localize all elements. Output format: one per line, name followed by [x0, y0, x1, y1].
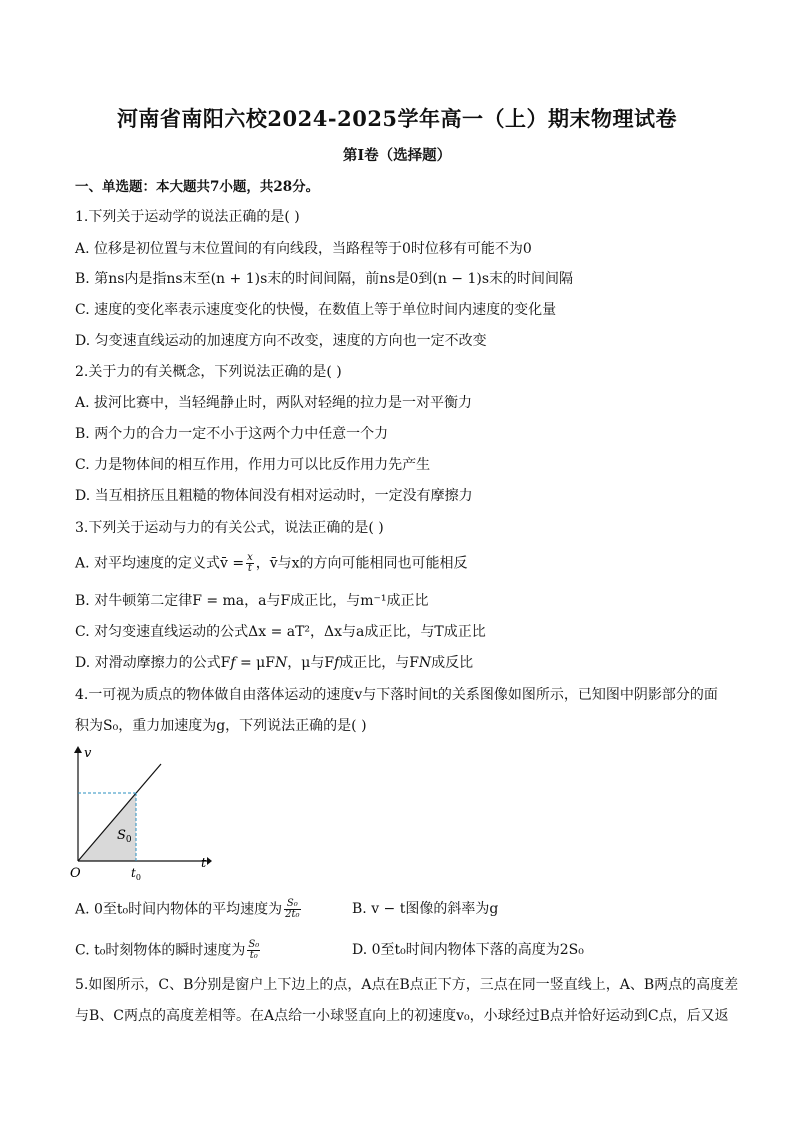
fraction-numerator: x — [247, 552, 253, 563]
question-5-stem-line-1: 5.如图所示，C、B分别是窗户上下边上的点，A点在B点正下方，三点在同一竖直线上，A、B两点的高度差 — [75, 977, 739, 993]
question-4-option-d: D. 0至t₀时间内物体下落的高度为2S₀ — [352, 942, 584, 958]
question-1-option-d: D. 匀变速直线运动的加速度方向不改变，速度的方向也一定不改变 — [75, 333, 487, 349]
question-4-option-c-text: C. t₀时刻物体的瞬时速度为 — [75, 942, 246, 959]
fraction-numerator: S₀ — [248, 939, 260, 950]
t-axis-label: t — [201, 856, 207, 871]
question-1-option-b: B. 第ns内是指ns末至(n + 1)s末的时间间隔，前ns是0到(n − 1)s末的时间间隔 — [75, 271, 574, 287]
question-3-option-a-prefix: A. 对平均速度的定义式v̄ = — [75, 555, 245, 572]
fraction-denominator: t — [247, 563, 252, 574]
s0-label: $S_0$ — [117, 828, 132, 845]
question-2-option-d: D. 当互相挤压且粗糙的物体间没有相对运动时，一定没有摩擦力 — [75, 488, 473, 504]
question-3-option-a — [75, 553, 468, 574]
fraction-numerator: S₀ — [284, 899, 300, 910]
question-4-option-c — [75, 940, 262, 961]
question-4-option-b: B. v − t图像的斜率为g — [352, 901, 499, 917]
question-3-stem: 3.下列关于运动与力的有关公式，说法正确的是( ) — [75, 520, 384, 536]
page-subtitle: 第I卷（选择题） — [342, 147, 452, 164]
question-4-option-a-text: A. 0至t₀时间内物体的平均速度为 — [75, 901, 283, 918]
average-velocity-fraction — [246, 553, 254, 574]
question-1-option-c: C. 速度的变化率表示速度变化的快慢，在数值上等于单位时间内速度的变化量 — [75, 302, 557, 318]
question-1-stem: 1.下列关于运动学的说法正确的是( ) — [75, 209, 300, 225]
question-1-option-a: A. 位移是初位置与末位置间的有向线段，当路程等于0时位移有可能不为0 — [75, 241, 532, 257]
v-axis-label: v — [84, 746, 92, 761]
question-5-stem-line-2: 与B、C两点的高度差相等。在A点给一小球竖直向上的初速度v₀，小球经过B点并恰好运动到C点，后又返 — [75, 1008, 729, 1024]
question-3-option-b: B. 对牛顿第二定律F = ma，a与F成正比，与m⁻¹成正比 — [75, 593, 429, 609]
velocity-time-graph — [67, 745, 212, 880]
v-axis-arrow — [74, 746, 82, 753]
question-3-option-c: C. 对匀变速直线运动的公式Δx = aT²，Δx与a成正比，与T成正比 — [75, 624, 486, 640]
question-3-option-d: D. 对滑动摩擦力的公式F𝑓 = μF𝑁，μ与F𝑓成正比，与F𝑁成反比 — [75, 655, 474, 671]
average-velocity-fraction — [284, 899, 300, 920]
instant-velocity-fraction — [247, 940, 260, 961]
page-title: 河南省南阳六校2024-2025学年高一（上）期末物理试卷 — [116, 106, 678, 131]
question-2-option-a: A. 拔河比赛中，当轻绳静止时，两队对轻绳的拉力是一对平衡力 — [75, 395, 473, 411]
fraction-denominator: 2t₀ — [285, 909, 300, 920]
t0-label: $t_0$ — [131, 866, 141, 880]
question-2-stem: 2.关于力的有关概念，下列说法正确的是( ) — [75, 364, 342, 380]
question-3-option-a-rest: ，v̄与x的方向可能相同也可能相反 — [255, 555, 468, 572]
question-2-option-c: C. 力是物体间的相互作用，作用力可以比反作用力先产生 — [75, 457, 431, 473]
question-4-option-a — [75, 899, 303, 920]
section-heading: 一、单选题：本大题共7小题，共28分。 — [75, 179, 320, 195]
origin-label: O — [70, 866, 81, 880]
t-axis-arrow — [207, 857, 212, 865]
question-4-stem-line-2: 积为S₀，重力加速度为g，下列说法正确的是( ) — [75, 718, 367, 734]
fraction-denominator: t₀ — [249, 950, 258, 961]
question-4-stem-line-1: 4.一可视为质点的物体做自由落体运动的速度v与下落时间t的关系图像如图所示，已知图中阴影部分的面 — [75, 687, 718, 703]
question-2-option-b: B. 两个力的合力一定不小于这两个力中任意一个力 — [75, 426, 389, 442]
